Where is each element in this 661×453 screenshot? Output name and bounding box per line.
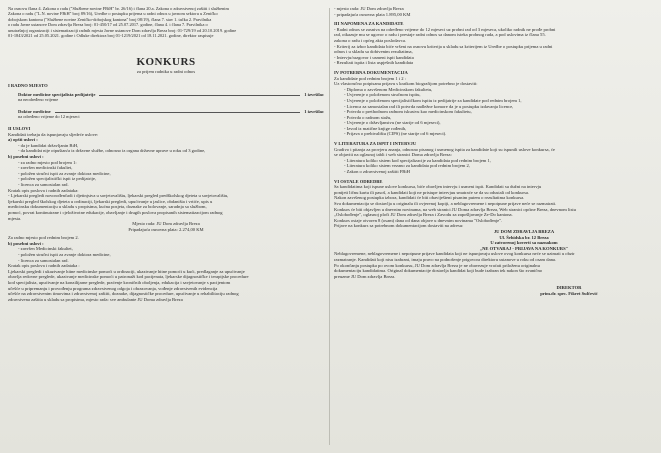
text-line: odnos i u skladu sa dobivenim rezultatima, [334,49,413,55]
literature-list [334,147,654,175]
position-count: 1 izvršilac [304,108,324,114]
intro-line: Na osnovu člana 4. Zakona o radu ("Službene novine FBiH" br. 26/16) i člana 20.a. Zakona o zdravstvenoj zaštiti i službenim [8,6,229,11]
text-line: učešće u pripremanju i provođenju programa zdravstvenog odgoja i obrazovanja, vođenje zdravstvenih evidencija [8,285,218,291]
left-column [8,6,324,449]
right-column [334,6,654,449]
text-line: a) opšti uslovi : [8,137,38,143]
text-line: - položen stručni ispit za zvanje doktora medicine, [18,252,111,258]
intro-line: 01-1843/2021 od 25.05.2021. godine i Odluke direktora broj 01-1219/2021 od 18.11.2021. godine, direktor raspisuje [8,33,214,39]
text-line: mjesta. [8,215,22,221]
address-line: Ul. Šehidska br. 12 Breza [499,234,549,240]
text-line: preuzme JU Dom zdravlja Breza. [334,273,396,279]
section-heading: I RADNO MJESTO [8,83,48,89]
address-line: JU DOM ZDRAVLJA BREZA [493,228,555,234]
text-line: - Licenca za samostalan rad ili potvrda nadležne komore da je u postupku izdavanja licence, [344,103,514,109]
text-line: - licenca za samostalan rad. [18,257,69,263]
section-heading: II USLOVI [8,126,31,131]
text-line: Sva dokumentacija se dostavlja u originalu ili ovjerenoj kopiji, a neblagovremene i nepotpune prijave neće se razmatrati. [334,201,557,206]
position-note: na neodređeno vrijeme [18,97,59,103]
other-provisions [334,184,654,229]
text-line: b) posebni uslovi : [8,153,44,159]
text-line: Neblagovremene, neblagovremene i nepotpune prijave kandidata koji ne ispunjavaju uslove ovog konkursa neće se uzimati u obzir [334,251,575,257]
address-block [334,229,654,251]
text-line: Prijave na konkurs sa potrebnom dokumentacijom dostaviti na adresu: [334,223,464,229]
text-line: Pripadajuća osnovna plata: 2.274,00 KM [128,226,204,232]
section-heading: IV POTREBNA DOKUMENTACIJA [334,69,408,75]
text-line: - za radno mjesto pod brojem 1: [18,159,77,165]
text-line: Kratak opis poslova i radnih zadataka : [8,263,80,269]
text-line: razmatranje. Kandidati koji nisu izabrani, imaju pravo na podnošenje prigovora direktoru ustanove u roku od osam dana. [334,256,557,262]
text-line: - Literatura koliko sistem kod specijalizacije za kandidata pod rednim brojem 1, [344,157,491,163]
text-line: - položen specijalistički ispit iz pedijatrije, [18,176,97,182]
text-line: - završen Medicinski fakultet, [18,246,73,252]
text-line: medicinsku dokumentaciju u skladu s propisima, kućna posjeta, doznake za bolovanje, saradnja sa službom, [8,204,207,210]
notes-list [334,27,654,66]
intro-line: o radu Javne ustanove Dom zdravlja Breza broj: 01-450/17 od 25.07.2017. godine, člana 4. i člana 7. Pravilnika o [8,22,208,28]
intro-line: Zakona o radu ("L.N. novine FBiH" broj 89/16), Uredbe o postupku prijema u radni odnos u javnom sektoru u Zeničko [8,11,218,17]
text-line: Konkurs ostaje otvoren 8 (osam) dana od dana objave u dnevnim novinama "Oslobođenje". [334,217,503,223]
position-title: Doktor medicine specijalista pedijatrije [18,91,96,97]
text-line: - Zakon o zdravstvenoj zaštiti FBiH [344,169,410,175]
text-line: Kratak opis poslova i radnih zadataka: [8,187,79,193]
section-heading: III NAPOMENA ZA KANDIDATE [334,21,404,27]
text-line: - završen medicinski fakultet, [18,165,73,171]
column-divider [329,8,330,445]
text-line: Kandidati trebaju da ispunjavaju sljedeće uslove: [8,131,99,137]
text-line: kod specijalista, upućivanje na konzilijarne preglede, praćenje kroničnih oboljenja, edukacija i savjetovanje s pacijentom [8,280,231,286]
closing-paragraph [334,251,654,279]
position-note: na određeno vrijeme do 12 mjeseci [18,114,80,120]
text-line: Konkurs će biti objavljen u dnevnim novinama, na web stranici JU Doma zdravlja Breza, Web stranici općine Breza, dnevnom listu [334,206,576,212]
text-line: - licenca za samostalan rad. [18,181,69,187]
intro-paragraph [8,6,324,38]
text-line: - pripadajuća osnovna plata 1.895,00 KM [334,11,411,17]
text-line: se objaviti na oglasnoj tabli i web stranici Doma zdravlja Breza: [334,152,452,158]
text-line: - Prijava o prebivalištu (CIPS) (ne starije od 6 mjeseci). [344,131,447,137]
text-line: - Potvrda o prethodnom radnom iskustvu kao medicinskom fakultetu, [344,109,472,115]
section-heading: V LITERATURA ZA ISPIT I INTERVJU [334,141,417,147]
text-line: dokumentaciju kandidatima. Original dokumentacije dostavlja kandidat koji bude izabran tek nakon što zvanično [334,268,543,274]
text-line: - Diploma o završenom Medicinskom fakultetu, [344,86,433,92]
signature-block [334,285,654,296]
text-line: - mjesto rada: JU Dom zdravlja Breza [334,6,404,11]
signature-name: prim.dr. spec. Fikret Sulčević [540,290,598,296]
position-title: Doktor medicine [18,108,51,114]
document-title: KONKURS [136,56,196,69]
text-line: „Oslobođenje", oglasnoj ploči JU Dom zdravlja Breza i Zavodu za zapošljavanje Ze-Do kantona. [334,212,513,218]
text-line: b) posebni uslovi : [8,240,44,246]
text-line: - da kandidat nije otpuštan/a iz državne službe, odnosno iz organa državne uprave u roku od 3 godine, [18,148,206,154]
text-line: pomoć, povrat kontinuirane i cjeloživotne edukacije, obavljanje i drugih poslova propisanih sistematizacijom radnog [8,209,223,215]
dotted-fill [99,95,300,96]
text-line: učešće na zdravstvenim timovima i zdravstvenoj zaštiti, doznake, dijagnostičke procedure, upućivanje u rehabilitaciju radnog [8,291,239,297]
text-line: Po okončanju postupka po ovom konkursu, JU Dom zdravlja Breza je ne obavezuje vraćati priloženu originalnu [334,262,540,268]
text-line: - Kriterij za izbor kandidata biće vršeni na osnovu kriterija u skladu sa kriterijem iz Uredbe o postupku prijema u radni [334,43,553,49]
text-line: - Ljekarski pregledi novorođenčadi i djetinjstva u savjetovalištu, ljekarski pregled predškolskog djeteta u savjetovalištu, [8,193,229,199]
text-line: - Rezultati ispita i lista uspješnih kandidata [334,60,414,66]
text-line: - Uvjerenje o položenom stručnom ispitu, [344,92,421,98]
documents-list [334,76,654,138]
text-line: Za kandidate pod rednim brojem 1 i 2 : [334,75,406,81]
intro-line: unutrašnjoj organizaciji i sistematizaciji radnih mjesta Javne ustanove Dom zdravlja Breza broj: 01-729/19 od 20.10.2019. godine [8,27,237,33]
text-line: zakona o radu i općeg akta poslodavca. [334,37,407,43]
address-line: „NE OTVARAJ - PRIJAVA NA KONKURS" [479,245,569,251]
text-line: ljekarski pregled školskog djeteta u ordinaciji, ljekarski pregledi, upućivanje u jaslice, obdaništa i vrtiće, upis u [8,198,213,204]
text-line: - da je kandidat državljanin BiH, [18,142,79,148]
text-line: - Izvod iz matične knjige rođenih, [344,125,407,131]
text-line: Uz vlastoručno potpisanu prijavu s kratkom biografijom potrebno je dostaviti: [334,81,478,87]
text-line: ponijeti ličnu kartu ili pasoš, a kandidati koji ne pristupe intervjuu smatraće se da su odustali od konkursa. [334,189,530,195]
text-line: rad, otkazuje mu se ugovor o radu i prestaje radni odnos sa danom isteka probnog rada, a pod uslovima iz člana 55. [334,32,546,38]
text-line: - položen stručni ispit za zvanje doktora medicine, [18,170,111,176]
position-count: 1 izvršilac [304,91,324,97]
signature-title: DIREKTOR [556,285,582,291]
text-line: - Uvjerenje o državljanstvu (ne starije od 6 mjeseci), [344,120,441,126]
text-line: Ljekarski pregledi i ukazivanje hitne medicinske pomoći u ordinaciji, ukazivanje hitne pomoći u kući, predlaganje za upućivanje [8,268,245,274]
text-line: Nakon završenog postupka izbora, kandidati će biti obaviješteni pisanim putem o rezultatima konkursa. [334,195,525,201]
text-line: - Potvrda o radnom stažu, [344,114,392,120]
section-heading: VI OSTALE ODREDBE [334,178,383,184]
text-line: obavlja redovne preglede, ukazivanje medicinske pomoći u patronaži kod pacijenata, ljekarske dijagnostičke i terapijske procedure [8,274,249,280]
text-line: Za radno mjesto pod rednim brojem 2. [8,235,79,241]
position-2-block [8,235,324,302]
text-line: - Uvjerenje o položenom specijalističkom ispitu iz pedijatrije za kandidate pod rednim brojem 1, [344,97,522,103]
intro-line: dobojskom kantonu ("Službene novine Zeničko-dobojskog kantona" broj 08/19), člana 7. stav 1. tačka 2. Pravilnika [8,16,212,22]
text-line: - Literatura koliko sistem vezano za kandidata pod rednim brojem 2, [344,163,470,169]
document-subtitle: za prijem radnika u radni odnos [136,69,196,75]
conditions-list [8,132,324,233]
text-line: Mjesto rada: JU Dom zdravlja Breza [132,221,200,227]
text-line: - Intervju/razgovor i usmeni ispit kandidata [334,54,414,60]
address-line: U zatvorenoj koverti sa naznakom [490,240,558,246]
text-line: Sa kandidatima koji ispune uslove konkursa, biće obavljen intervju i usmeni ispit. Kandidati su dužni na intervju [334,184,542,190]
text-line: Gradivo i pitanja za provjeru znanja, odnosno pisanog i usmenog ispita za kandidate koji su ispunili uslove konkursa, će [334,146,555,152]
dotted-fill [55,112,301,113]
text-line: zdravstvena zaštita u skladu sa propisima, mjesto rada: sve ambulante JU Doma zdravlja Breza [8,296,183,302]
text-line: - Radni odnos se zasniva na određeno vrijeme do 12 mjeseci uz probni rad od 3 mjeseca, ukoliko radnik ne prođe probni [334,26,556,32]
